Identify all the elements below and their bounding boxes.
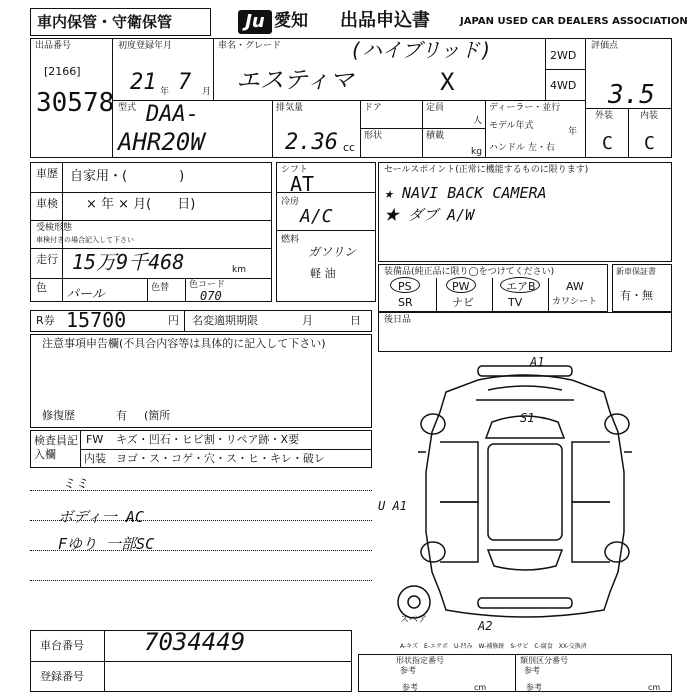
shift-label: シフト <box>281 165 309 175</box>
spare-label: スペア <box>400 615 428 625</box>
inspector-note-3: Fゆり 一部SC <box>58 535 155 553</box>
lot-label: 出品番号 <box>35 41 72 51</box>
model-year-label: モデル年式 <box>489 121 534 131</box>
displacement-label: 排気量 <box>276 103 304 113</box>
exterior-score: C <box>602 133 613 154</box>
warranty-options: 有・無 <box>620 289 653 302</box>
type-label: 型式 <box>118 103 137 113</box>
storage-label: 車内保管・守衛保管 <box>37 13 173 31</box>
dealer-label: ディーラー・並行 <box>489 103 561 113</box>
inspection-value: × 年 × 月( 日) <box>86 197 196 212</box>
notes-label: 注意事項申告欄(不具合内容等は具体的に記入して下さい) <box>42 337 326 350</box>
fuel-label: 燃料 <box>281 235 300 245</box>
inspection-label: 車検 <box>36 197 58 210</box>
acceptance-note: 車検付きの場合記入して下さい <box>36 236 134 244</box>
selling-point-2: ★ ダブ A/W <box>384 206 475 224</box>
inspector-label: 検査員記入欄 <box>34 434 78 461</box>
selling-point-1: ★ NAVI BACK CAMERA <box>384 184 547 202</box>
capacity-label: 定員 <box>426 103 445 113</box>
ac-label: 冷房 <box>281 197 300 207</box>
car-name: エスティマ <box>236 66 354 94</box>
damage-legend: A-キズ E-エクボ U-凹み W-補修跡 S-サビ C-腐食 XX-交換済 <box>400 643 587 650</box>
inspector-note-2: ボディ一 AC <box>58 508 144 526</box>
color-change-label: 色替 <box>151 283 170 293</box>
handle-label: ハンドル 左・右 <box>489 143 555 153</box>
repair-label: 修復歴 <box>42 409 75 422</box>
equip-airbag: エアB <box>506 280 536 293</box>
first-reg-year: 21 <box>130 70 157 95</box>
grade-note: (ハイブリッド) <box>350 38 492 62</box>
inspector-note-1: ミミ <box>62 477 89 492</box>
color-value: パール <box>66 287 105 302</box>
lot-number: 30578 <box>36 88 115 118</box>
first-reg-label: 初度登録年月 <box>118 41 173 51</box>
car-damage-diagram <box>378 352 672 640</box>
association-name: JAPAN USED CAR DEALERS ASSOCIATION <box>460 16 688 27</box>
later-parts-section <box>378 312 672 352</box>
selling-points-label: セールスポイント(正常に機能するものに限ります) <box>384 165 589 175</box>
recycle-label: R券 <box>36 314 55 327</box>
equip-sr: SR <box>398 296 413 309</box>
drive-2wd: 2WD <box>550 49 577 62</box>
acceptance-label: 受検形態 <box>36 223 73 233</box>
car-grade: X <box>440 68 455 96</box>
equip-aw: AW <box>566 280 584 293</box>
model-code: AHR20W <box>118 128 205 156</box>
org-name: 愛知 <box>274 11 308 31</box>
equip-tv: TV <box>508 296 523 309</box>
name-grade-label: 車名・グレード <box>218 41 282 51</box>
shape-label: 形状 <box>364 131 383 141</box>
displacement: 2.36 <box>285 130 338 155</box>
history-value: 自家用・( ) <box>70 169 185 184</box>
mileage-label: 走行 <box>36 253 58 266</box>
damage-mark-front: A1 <box>530 355 545 369</box>
rating-label: 評価点 <box>591 41 619 51</box>
inspector-interior-items: ヨゴ・ス・コゲ・穴・ス・ヒ・キレ・破レ <box>116 452 325 465</box>
equip-ps: PS <box>398 280 412 293</box>
circle-mark <box>390 277 420 293</box>
repair-value: 有 <box>116 409 127 422</box>
damage-mark-left: U A1 <box>378 499 407 513</box>
chassis-number: 7034449 <box>144 628 246 656</box>
shift-value: AT <box>290 172 315 196</box>
damage-mark-roof: S1 <box>520 411 535 425</box>
load-label: 積載 <box>426 131 445 141</box>
storage-label-box <box>30 8 211 36</box>
category-label: 類別区分番号 <box>520 656 568 665</box>
inspector-fw: FW <box>86 433 104 446</box>
equipment-label: 装備品(純正品に限り◯をつけてください) <box>384 267 555 277</box>
equip-navi: ナビ <box>452 296 474 309</box>
first-reg-month: 7 <box>178 70 192 95</box>
type-prefix: DAA- <box>146 102 199 127</box>
inspector-fw-items: キズ・凹石・ヒビ割・リペア跡・X要 <box>116 433 300 446</box>
circle-mark <box>446 277 476 293</box>
damage-mark-rear: A2 <box>478 619 493 633</box>
rating-score: 3.5 <box>608 80 655 110</box>
lot-bracket-number: [2166] <box>44 65 81 78</box>
interior-label: 内装 <box>640 111 659 121</box>
ac-value: A/C <box>300 206 333 227</box>
fuel-value: ガソリン <box>308 245 357 259</box>
ownership-label: 名変適期期限 <box>192 314 258 327</box>
registration-number-label: 登録番号 <box>40 670 84 683</box>
recycle-value: 15700 <box>66 308 127 332</box>
chassis-label: 車台番号 <box>40 639 84 652</box>
exterior-label: 外装 <box>595 111 614 121</box>
warranty-label: 新車保証書 <box>616 267 656 276</box>
drive-4wd: 4WD <box>550 79 577 92</box>
ju-logo: Ju <box>238 10 272 34</box>
circle-mark <box>500 277 540 293</box>
equip-pw: PW <box>452 280 470 293</box>
repair-suffix: (箇所 <box>144 409 171 422</box>
color-label: 色 <box>36 281 47 294</box>
interior-score: C <box>644 133 655 154</box>
shape-spec-label: 形状指定番号 <box>396 656 444 665</box>
mileage-value: 15万9千468 <box>72 250 185 274</box>
later-parts-label: 後日品 <box>384 315 412 325</box>
door-label: ドア <box>364 103 382 113</box>
form-title: 出品申込書 <box>340 10 430 31</box>
inspector-interior: 内装 <box>84 452 106 465</box>
color-code-label: 色コード <box>189 280 226 290</box>
fuel-alt: 軽 油 <box>310 267 336 280</box>
color-code: 070 <box>200 289 222 303</box>
history-label: 車歴 <box>36 167 58 180</box>
equip-seat: カワシート <box>552 297 598 307</box>
